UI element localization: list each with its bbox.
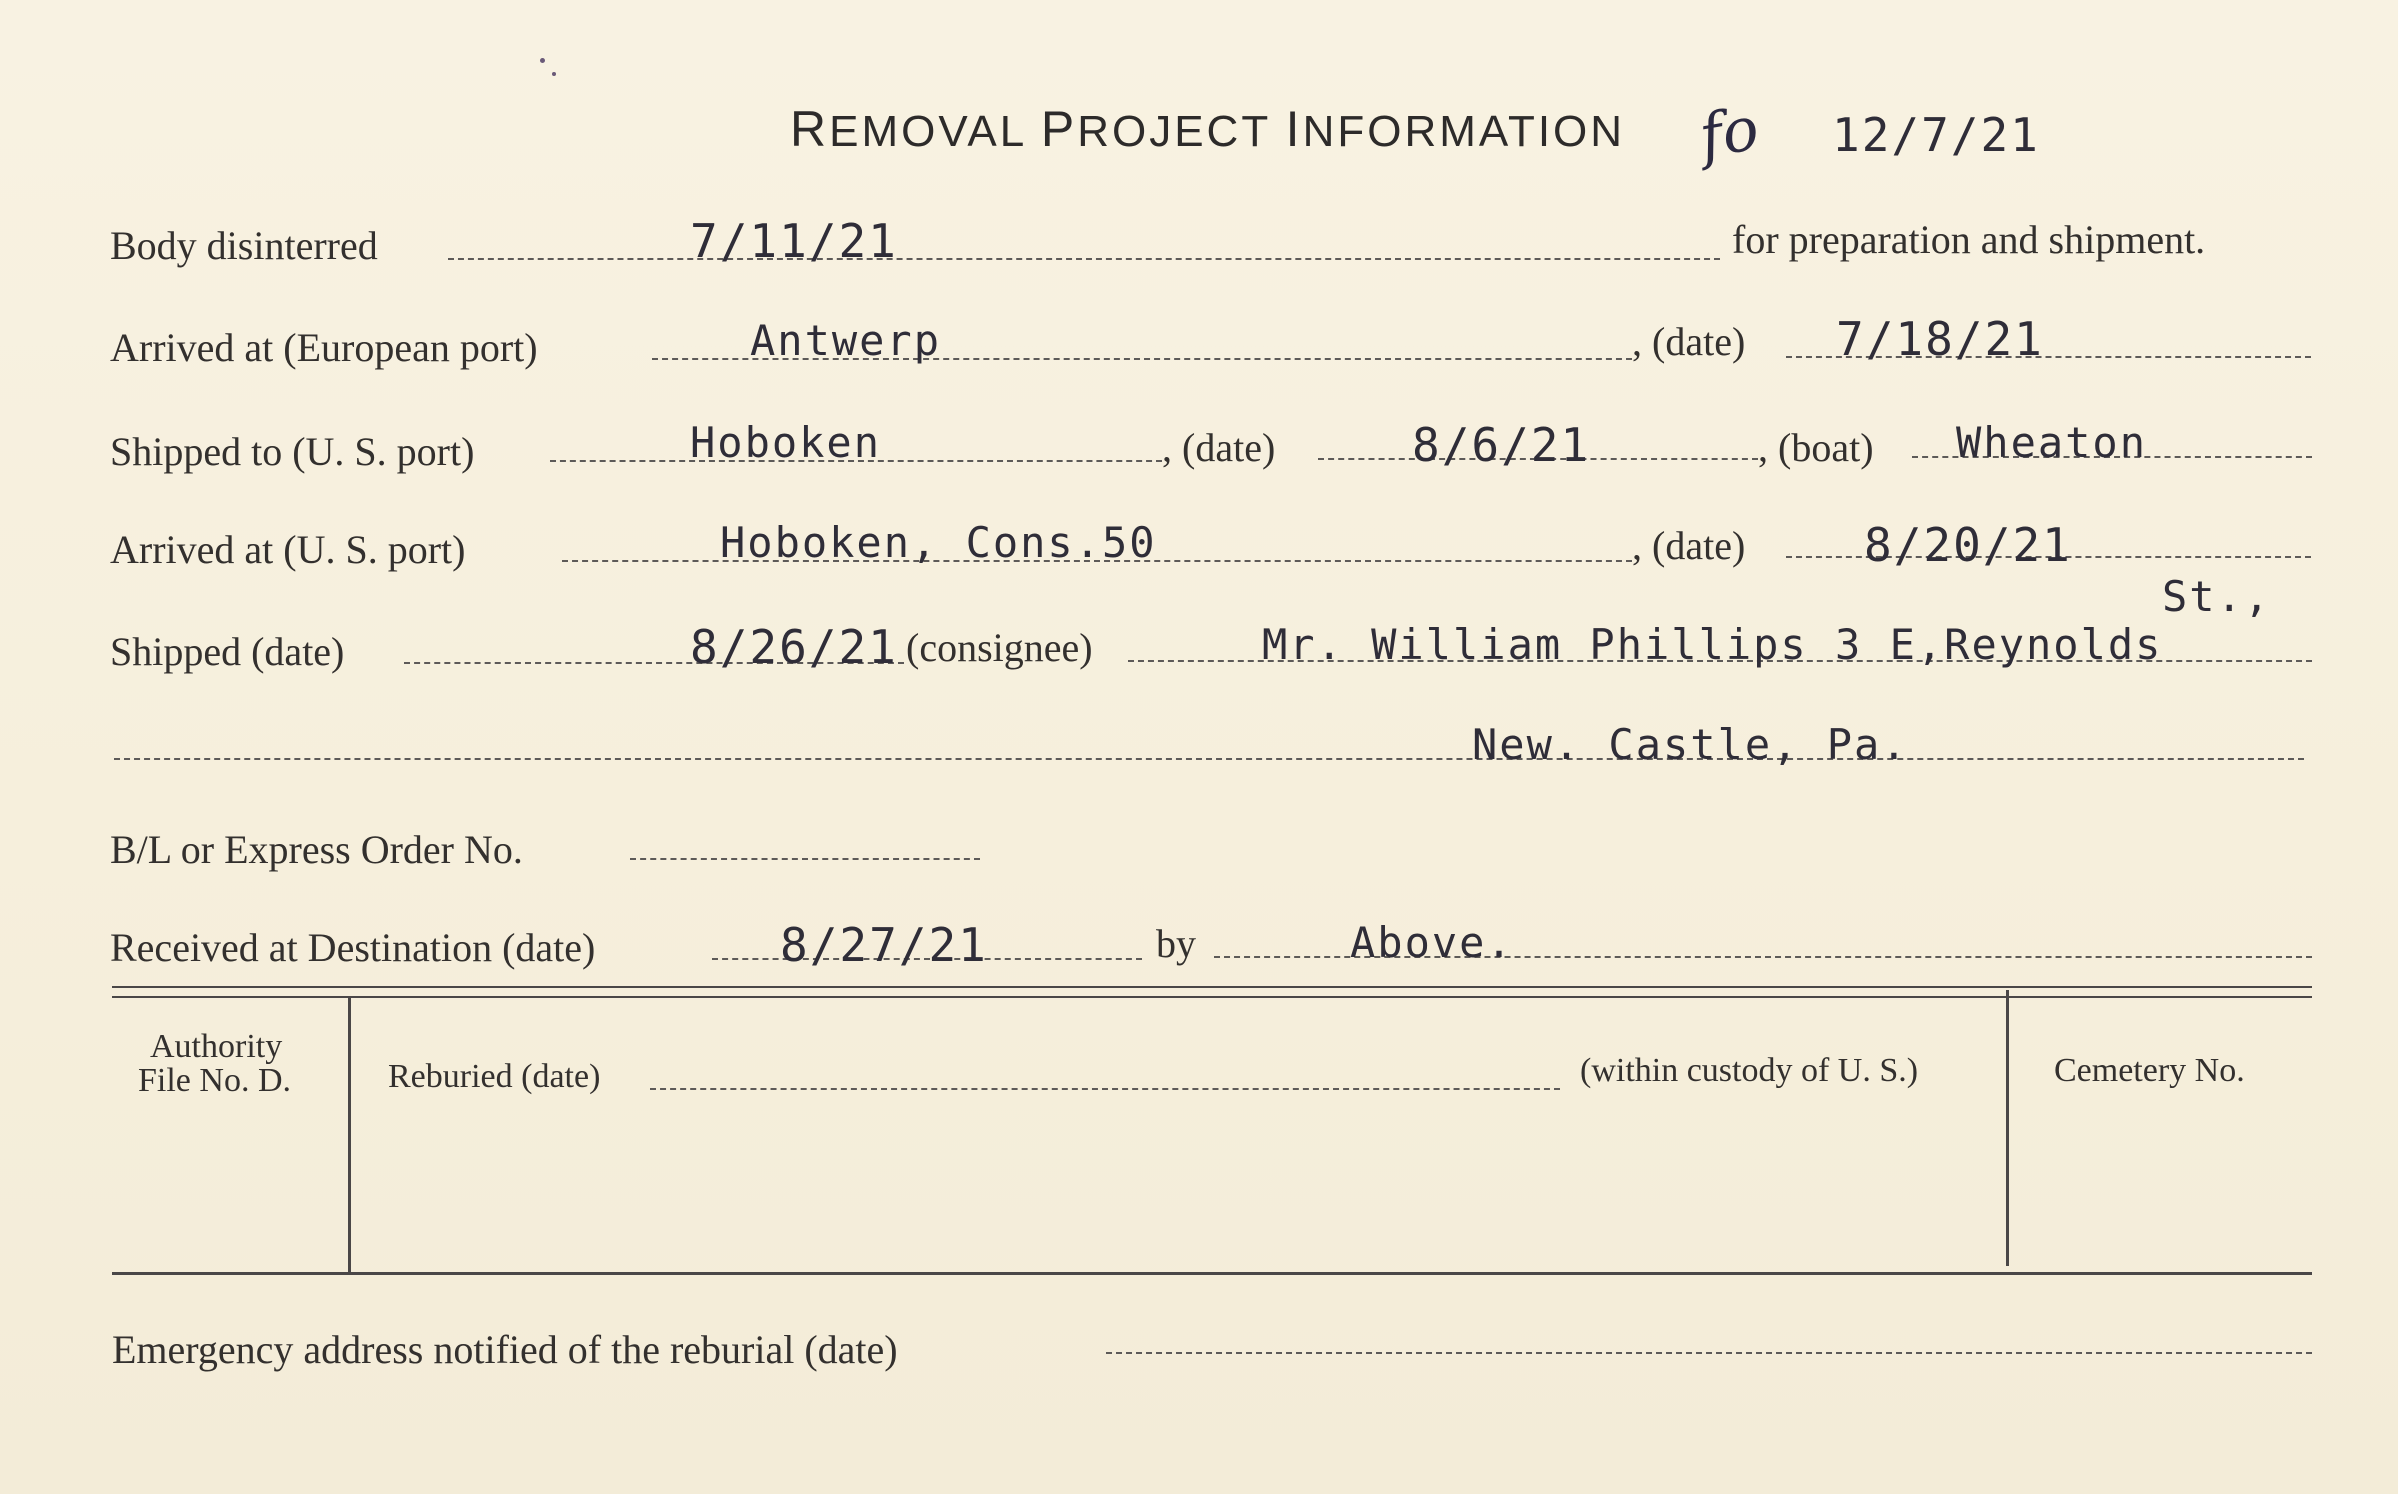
arrived-us-label: Arrived at (U. S. port) bbox=[110, 527, 466, 572]
table-divider-right bbox=[2006, 990, 2009, 1266]
body-disinterred-suffix: for preparation and shipment. bbox=[1732, 217, 2206, 262]
table-divider-left bbox=[348, 998, 351, 1274]
arrived-us-date-label: , (date) bbox=[1632, 523, 1746, 568]
emergency-label: Emergency address notified of the reburial (date) bbox=[112, 1327, 898, 1372]
arrived-european-date-label: , (date) bbox=[1632, 319, 1746, 364]
authority-label-2: File No. D. bbox=[138, 1062, 291, 1099]
header-initials: fo bbox=[1694, 93, 1764, 173]
bl-order-label: B/L or Express Order No. bbox=[110, 827, 523, 872]
received-by-label: by bbox=[1156, 921, 1196, 966]
shipped-us-label: Shipped to (U. S. port) bbox=[110, 429, 475, 474]
address-line bbox=[114, 758, 2304, 760]
received-label: Received at Destination (date) bbox=[110, 925, 596, 970]
table-bottom-rule bbox=[112, 1272, 2312, 1275]
received-by-value: Above. bbox=[1350, 918, 1514, 967]
shipped-us-value: Hoboken bbox=[690, 418, 882, 467]
shipped-us-boat-value: Wheaton bbox=[1956, 418, 2148, 467]
shipped-us-date-value: 8/6/21 bbox=[1412, 418, 1591, 472]
consignee-extra: St., bbox=[2162, 572, 2272, 621]
received-value: 8/27/21 bbox=[780, 918, 988, 972]
page-title: REMOVAL PROJECT INFORMATION bbox=[790, 101, 1626, 157]
shipped-date-label: Shipped (date) bbox=[110, 629, 345, 674]
arrived-european-value: Antwerp bbox=[750, 316, 942, 365]
reburied-label: Reburied (date) bbox=[388, 1058, 601, 1095]
arrived-us-date-value: 8/20/21 bbox=[1864, 518, 2072, 572]
bl-order-line bbox=[630, 858, 980, 860]
table-top-rule bbox=[112, 986, 2312, 988]
consignee-label: (consignee) bbox=[906, 625, 1093, 670]
custody-label: (within custody of U. S.) bbox=[1580, 1052, 1919, 1089]
body-disinterred-label: Body disinterred bbox=[110, 223, 378, 268]
consignee-address: New. Castle, Pa. bbox=[1472, 720, 1909, 769]
shipped-date-value: 8/26/21 bbox=[690, 620, 898, 674]
ink-speck bbox=[552, 72, 556, 76]
shipped-us-boat-label: , (boat) bbox=[1758, 425, 1874, 470]
body-disinterred-line bbox=[448, 258, 1720, 260]
arrived-us-value: Hoboken, Cons.50 bbox=[720, 518, 1157, 567]
header-date: 12/7/21 bbox=[1832, 108, 2040, 162]
consignee-value: Mr. William Phillips 3 E,Reynolds bbox=[1262, 620, 2163, 669]
reburied-line bbox=[650, 1088, 1560, 1090]
body-disinterred-value: 7/11/21 bbox=[690, 214, 898, 268]
ink-speck bbox=[540, 58, 545, 63]
table-top-rule-2 bbox=[112, 996, 2312, 998]
authority-label-1: Authority bbox=[150, 1028, 283, 1065]
cemetery-label: Cemetery No. bbox=[2054, 1052, 2245, 1089]
shipped-us-date-label: , (date) bbox=[1162, 425, 1276, 470]
arrived-european-date-value: 7/18/21 bbox=[1836, 312, 2044, 366]
emergency-line bbox=[1106, 1352, 2312, 1354]
arrived-european-label: Arrived at (European port) bbox=[110, 325, 538, 370]
